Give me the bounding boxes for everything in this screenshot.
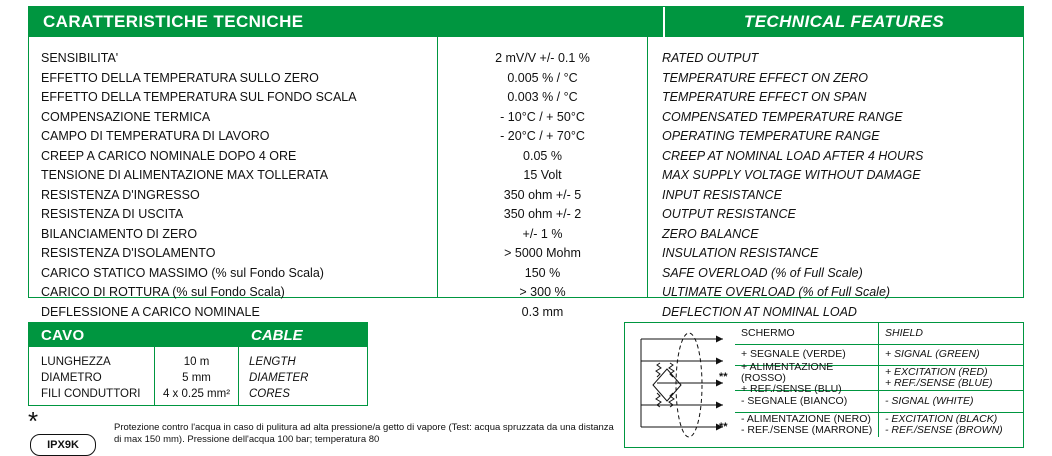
wiring-label-italian <box>735 391 879 412</box>
cable-row-label-en: DIAMETER <box>249 372 309 384</box>
row-value: 0.003 % / °C <box>507 90 578 104</box>
row-label-en: MAX SUPPLY VOLTAGE WITHOUT DAMAGE <box>662 168 921 182</box>
footnote-text: Protezione contro l'acqua in caso di pulitura ad alta pressione/a getto di vapore (Test: acqua spruzzata da una distanza di max 150 mm). Pressione dell'acqua 100 bar; temperatura 80 <box>114 422 614 445</box>
wiring-text: SCHERMO <box>741 326 795 339</box>
row-label: RESISTENZA D'ISOLAMENTO <box>41 246 216 260</box>
cable-row-value: 10 m <box>183 356 210 368</box>
wiring-text-en-alt: - REF./SENSE (BROWN) <box>885 423 1003 436</box>
wiring-label-english <box>879 391 1023 412</box>
wiring-text: + SEGNALE (VERDE) <box>741 348 846 361</box>
row-label-en: RATED OUTPUT <box>662 51 759 65</box>
row-value: - 10°C / + 50°C <box>500 109 585 124</box>
row-label: CARICO STATICO MASSIMO (% sul Fondo Scala) <box>41 265 324 280</box>
wiring-text-en-alt: + REF./SENSE (BLUE) <box>885 377 993 389</box>
cable-table <box>28 322 368 406</box>
row-value: 15 Volt <box>523 168 562 182</box>
wiring-text: - ALIMENTAZIONE (NERO) <box>741 412 871 425</box>
row-label-en: DEFLECTION AT NOMINAL LOAD <box>662 304 857 319</box>
double-star-marker: ** <box>719 371 728 383</box>
cable-table-header <box>29 323 367 347</box>
cable-column-english <box>239 347 367 405</box>
row-value: > 5000 Mohm <box>504 246 581 260</box>
row-value: - 20°C / + 70°C <box>500 129 585 143</box>
row-value: 350 ohm +/- 5 <box>503 187 582 202</box>
header-italian: CARATTERISTICHE TECNICHE <box>29 7 665 37</box>
row-label-en: INSULATION RESISTANCE <box>662 246 819 260</box>
row-label-en: TEMPERATURE EFFECT ON ZERO <box>662 70 869 85</box>
wiring-label-english <box>879 345 1023 366</box>
wiring-text-en: + EXCITATION (RED) <box>885 366 988 378</box>
row-label-en: OPERATING TEMPERATURE RANGE <box>662 129 880 143</box>
row-label: CARICO DI ROTTURA (% sul Fondo Scala) <box>41 285 285 299</box>
wiring-text-en: SHIELD <box>885 326 923 339</box>
row-value: 350 ohm +/- 2 <box>503 207 582 221</box>
row-value: > 300 % <box>519 285 566 299</box>
cable-column-italian <box>29 347 154 405</box>
row-value: +/- 1 % <box>522 226 563 241</box>
row-label: BILANCIAMENTO DI ZERO <box>41 226 198 241</box>
wiring-label-italian <box>735 413 879 437</box>
wiring-label-english <box>879 366 1023 390</box>
row-value: 2 mV/V +/- 0.1 % <box>495 51 590 65</box>
row-label: EFFETTO DELLA TEMPERATURA SULLO ZERO <box>41 70 319 85</box>
wiring-row <box>735 413 1023 437</box>
row-label: CREEP A CARICO NOMINALE DOPO 4 ORE <box>41 148 297 163</box>
wiring-row <box>735 391 1023 413</box>
wiring-text-alt: + REF./SENSE (BLU) <box>741 382 842 395</box>
column-english-labels <box>648 37 1023 319</box>
asterisk-marker: * <box>28 406 39 436</box>
cable-row-value: 4 x 0.25 mm² <box>162 388 231 400</box>
row-value: 0.05 % <box>523 148 562 163</box>
cable-row-label: DIAMETRO <box>41 372 102 384</box>
row-label: DEFLESSIONE A CARICO NOMINALE <box>41 304 260 319</box>
column-italian-labels <box>29 37 438 319</box>
row-value: 0.005 % / °C <box>507 70 578 85</box>
wiring-text-en: + SIGNAL (GREEN) <box>885 348 980 361</box>
cable-row-value: 5 mm <box>182 372 211 384</box>
wiring-text-alt: - REF./SENSE (MARRONE) <box>741 423 873 436</box>
cable-column-values <box>154 347 239 405</box>
wiring-text: + ALIMENTAZIONE (ROSSO) <box>741 360 834 384</box>
wiring-row <box>735 360 1023 395</box>
wiring-text: - SEGNALE (BIANCO) <box>741 394 848 407</box>
header-english: TECHNICAL FEATURES <box>665 7 1023 37</box>
wiring-label-english <box>879 413 1023 437</box>
row-label: CAMPO DI TEMPERATURA DI LAVORO <box>41 129 270 143</box>
wiring-text-en: - EXCITATION (BLACK) <box>885 412 998 425</box>
cable-row-label-en: LENGTH <box>249 356 296 368</box>
row-label: COMPENSAZIONE TERMICA <box>41 109 211 124</box>
row-label-en: ZERO BALANCE <box>662 226 759 241</box>
wiring-label-grid <box>735 323 1023 446</box>
wiring-label-italian <box>735 360 879 395</box>
row-label-en: CREEP AT NOMINAL LOAD AFTER 4 HOURS <box>662 148 924 163</box>
technical-features-table <box>28 6 1024 319</box>
wiring-text-en: - SIGNAL (WHITE) <box>885 394 974 407</box>
cable-row-label-en: CORES <box>249 388 290 400</box>
row-label: RESISTENZA D'INGRESSO <box>41 187 200 202</box>
technical-features-header <box>29 7 1023 37</box>
wiring-diagram-box <box>624 322 1024 448</box>
cable-row-label: FILI CONDUTTORI <box>41 388 141 400</box>
row-label: EFFETTO DELLA TEMPERATURA SUL FONDO SCALA <box>41 90 357 104</box>
double-star-marker: ** <box>719 421 728 433</box>
ipx9k-badge: IPX9K <box>30 434 96 456</box>
row-label-en: ULTIMATE OVERLOAD (% of Full Scale) <box>662 285 891 299</box>
cable-header-english: CABLE <box>251 326 303 344</box>
row-value: 150 % <box>524 265 561 280</box>
column-values <box>438 37 648 319</box>
row-label: RESISTENZA DI USCITA <box>41 207 184 221</box>
row-label-en: OUTPUT RESISTANCE <box>662 207 796 221</box>
row-label-en: COMPENSATED TEMPERATURE RANGE <box>662 109 903 124</box>
row-label-en: TEMPERATURE EFFECT ON SPAN <box>662 90 867 104</box>
row-value: 0.3 mm <box>521 304 564 319</box>
row-label-en: INPUT RESISTANCE <box>662 187 782 202</box>
cable-header-italian: CAVO <box>41 326 85 344</box>
cable-row-label: LUNGHEZZA <box>41 356 111 368</box>
row-label-en: SAFE OVERLOAD (% of Full Scale) <box>662 265 863 280</box>
wiring-label-italian <box>735 323 879 344</box>
wiring-label-english <box>879 323 1023 344</box>
row-label: TENSIONE DI ALIMENTAZIONE MAX TOLLERATA <box>41 168 329 182</box>
row-label: SENSIBILITA' <box>41 51 119 65</box>
wiring-row <box>735 323 1023 345</box>
